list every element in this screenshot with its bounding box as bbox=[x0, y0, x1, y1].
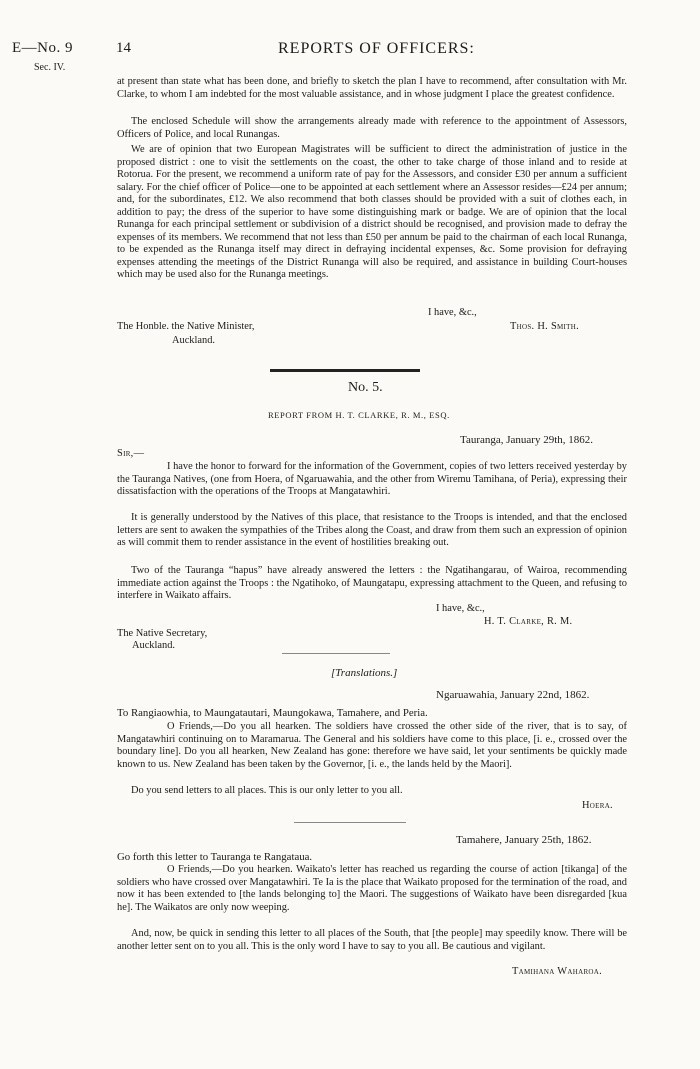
letter1-paragraph: The enclosed Schedule will show the arrangements already made with reference to the appointment of Assessors, Officers of Police, and local Runangas. bbox=[117, 116, 627, 140]
letter-b-signature: Tamihana Waharoa. bbox=[512, 966, 603, 977]
letter-a-paragraph: O Friends,—Do you all hearken. The soldiers have crossed the other side of the river, that is to say, of Mangatawhiri continuing on to Maramarua. The General and his soldiers have come to this place, [i. e., crossed over the boundary line]. Do you all hearken, New Zealand has gone: therefore we have said, let your sentiments be quickly made known to us. New Zealand has been taken by the Governor, [i. e., the lands held by the Maori]. bbox=[117, 721, 627, 770]
page-number: 14 bbox=[116, 40, 131, 56]
series-number: E—No. 9 bbox=[12, 40, 73, 56]
report-salutation: Sir,— bbox=[117, 448, 145, 459]
letter1-paragraph: We are of opinion that two European Magistrates will be sufficient to direct the administration of justice in the proposed district : one to visit the settlements on the coast, the other to take charge of those inland and to reside at Rotorua. For the present, we recommend a uniform rate of pay for the Assessors, and consider £30 per annum a sufficient salary. For the chief officer of Police—one to be appointed at each settlement where an Assessor resides—£24 per annum; and, for the subordinates, £12. We also recommend that both classes should be provided with a suit of clothes each, in addition to pay; the dress of the superior to have some distinguishing mark or badge. We are of opinion that the local Runanga for each principal settlement or subdivision of a district should be recognised, and provision made to defray the expenses of its members. We recommend that not less than £50 per annum be paid to the chairman of each local Runanga, to be expended as the Runanga itself may direct in defraying incidental expenses, &c. Some provision for defraying expenses attending the meetings of the District Runanga will also be required, and assistance in building Court-houses which may be used also for the Runanga meetings. bbox=[117, 144, 627, 280]
letter1-closing: I have, &c., bbox=[428, 307, 477, 318]
letter1-paragraph: at present than state what has been done, and briefly to sketch the plan I have to recommend, after consultation with Mr. Clarke, to whom I am indebted for the most valuable assistance, and in whose judgment I place the greatest confidence. bbox=[117, 76, 627, 100]
letter-b-paragraph: And, now, be quick in sending this letter to all places of the South, that [the people] may speedily know. There will be another letter sent on to you all. This is the only word I have to say to you all. Be cautious and vigilant. bbox=[117, 928, 627, 952]
letter-a-dateline: Ngaruawahia, January 22nd, 1862. bbox=[436, 689, 590, 701]
letter-b-address: Go forth this letter to Tauranga te Rangataua. bbox=[117, 851, 313, 863]
letter1-addressee: The Honble. the Native Minister, bbox=[117, 321, 255, 332]
report-number: No. 5. bbox=[348, 380, 383, 395]
letter-a-signature: Hoera. bbox=[582, 800, 613, 811]
report-title: REPORT FROM H. T. CLARKE, R. M., ESQ. bbox=[268, 410, 450, 420]
report-dateline: Tauranga, January 29th, 1862. bbox=[460, 434, 594, 446]
report-addressee: The Native Secretary, bbox=[117, 628, 208, 639]
letter1-addressee-place: Auckland. bbox=[172, 335, 215, 346]
thin-divider bbox=[282, 653, 390, 654]
letter1-signature: Thos. H. Smith. bbox=[510, 321, 580, 332]
report-paragraph: It is generally understood by the Natives of this place, that resistance to the Troops is intended, and that the enclosed letters are sent to awaken the sympathies of the Tribes along the Coast, and draw from them such an expression of opinion as will commit them to render assistance in the event of hostilities breaking out. bbox=[117, 512, 627, 548]
report-paragraph: I have the honor to forward for the information of the Government, copies of two letters received yesterday by the Tauranga Natives, (one from Hoera, of Ngaruawahia, and the other from Wiremu Tamihana, of Peria), expressing their dissatisfaction with the operations of the Troops at Mangatawhiri. bbox=[117, 461, 627, 497]
letter-a-paragraph: Do you send letters to all places. This is our only letter to you all. bbox=[131, 785, 403, 796]
report-addressee-place: Auckland. bbox=[132, 640, 175, 651]
report-closing: I have, &c., bbox=[436, 603, 485, 614]
translations-heading: [Translations.] bbox=[331, 667, 398, 679]
letter-b-dateline: Tamahere, January 25th, 1862. bbox=[456, 834, 592, 846]
letter-a-address: To Rangiaowhia, to Maungatautari, Maungokawa, Tamahere, and Peria. bbox=[117, 707, 428, 719]
letter-b-paragraph: O Friends,—Do you hearken. Waikato's letter has reached us regarding the course of action [tikanga] of the soldiers who have crossed over Mangatawhiri. Te Ia is the place that Waikato proposed for the termination of the road, and now it has been extended to [the lands belonging to] the Maori. The suggestions of Waikato have been disregarded [kua he]. The Waikatos are only now weeping. bbox=[117, 864, 627, 913]
running-title: REPORTS OF OFFICERS: bbox=[278, 40, 475, 57]
report-signature: H. T. Clarke, R. M. bbox=[484, 616, 573, 627]
report-paragraph: Two of the Tauranga “hapus” have already answered the letters : the Ngatihangarau, of Wairoa, recommending immediate action against the Troops : the Ngatihoko, of Maungatapu, expressing attachment to the Queen, and refusing to interfere in Waikato affairs. bbox=[117, 565, 627, 601]
section-divider bbox=[270, 369, 420, 372]
thin-divider bbox=[294, 822, 406, 823]
section-label: Sec. IV. bbox=[34, 62, 66, 73]
